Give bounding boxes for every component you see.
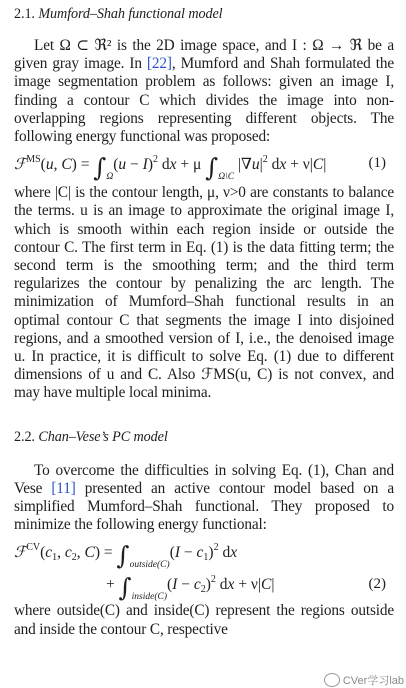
section-number: 2.1. — [14, 6, 35, 22]
equation-2-formula-line-2: + $\int_{inside(C)}(I - c2)^2$ dx + ν|C| — [106, 573, 275, 603]
paragraph-mumford-shah-explanation: where |C| is the contour length, μ, ν>0 are constants to balance the terms. u is an image to approximate the original image I, which is smooth within each region inside or outside the contour C. The first term in Eq. (1) is the data fitting term; the second term is the smoothing term; and the third term regularizes the contour by penalizing the arc length. The minimization of Mumford–Shah functional results in an optimal contour C that segments the image I into disjoined regions, and a smoothed version of I, i.e., the denoised image u. In practice, it is difficult to solve Eq. (1) due to different dimensions of u and C. Also ℱMS(u, C) is not convex, and may have multiple local minima. — [14, 184, 394, 402]
paper-page — [14, 0, 394, 639]
citation-link-22[interactable]: [22] — [146, 55, 172, 73]
paragraph-chan-vese-regions: where outside(C) and inside(C) represent the regions outside and inside the contour C, respective — [14, 602, 394, 638]
equation-number: (2) — [368, 576, 386, 593]
section-number: 2.2. — [14, 428, 35, 445]
equation-1-formula: ℱ$^{MS}$(u, $C) = \int_\Omega(u - I)^2$ dx + μ $\int_{\Omega\backslash C}$ $|\nabla u|^2$ dx + ν|C| — [14, 153, 327, 183]
equation-1 — [14, 146, 394, 184]
section-title-text: Mumford–Shah functional model — [38, 6, 223, 22]
watermark-text: CVer学习lab — [342, 675, 404, 687]
section-2-1-title — [14, 5, 394, 23]
citation-link-11[interactable]: [11] — [51, 479, 76, 497]
equation-2 — [14, 534, 394, 602]
section-title-text: Chan–Vese’s PC model — [38, 428, 168, 445]
equation-number: (1) — [368, 155, 386, 172]
watermark — [324, 672, 404, 688]
section-2-2-title — [14, 428, 394, 446]
paragraph-chan-vese-intro: To overcome the difficulties in solving Eq. (1), Chan and Vese [11] presented an active contour model based on a simplified Mumford–Shah functional. They proposed to minimize the following energy functional: — [14, 461, 394, 534]
wechat-logo-icon — [324, 673, 340, 687]
equation-2-formula-line-1: ℱ$^{CV}$(c1, c2, $C) = \int_{outside(C)}(I - c1)^2$ dx — [14, 541, 238, 571]
paragraph-mumford-shah-intro: Let Ω ⊂ ℜ² is the 2D image space, and I : Ω → ℜ be a given gray image. In [22], Mumford and Shah formulated the image segmentation problem as follows: given an image I, finding a contour C which divides the image into non-overlapping regions representing different objects. The following energy functional was proposed: — [14, 37, 394, 146]
